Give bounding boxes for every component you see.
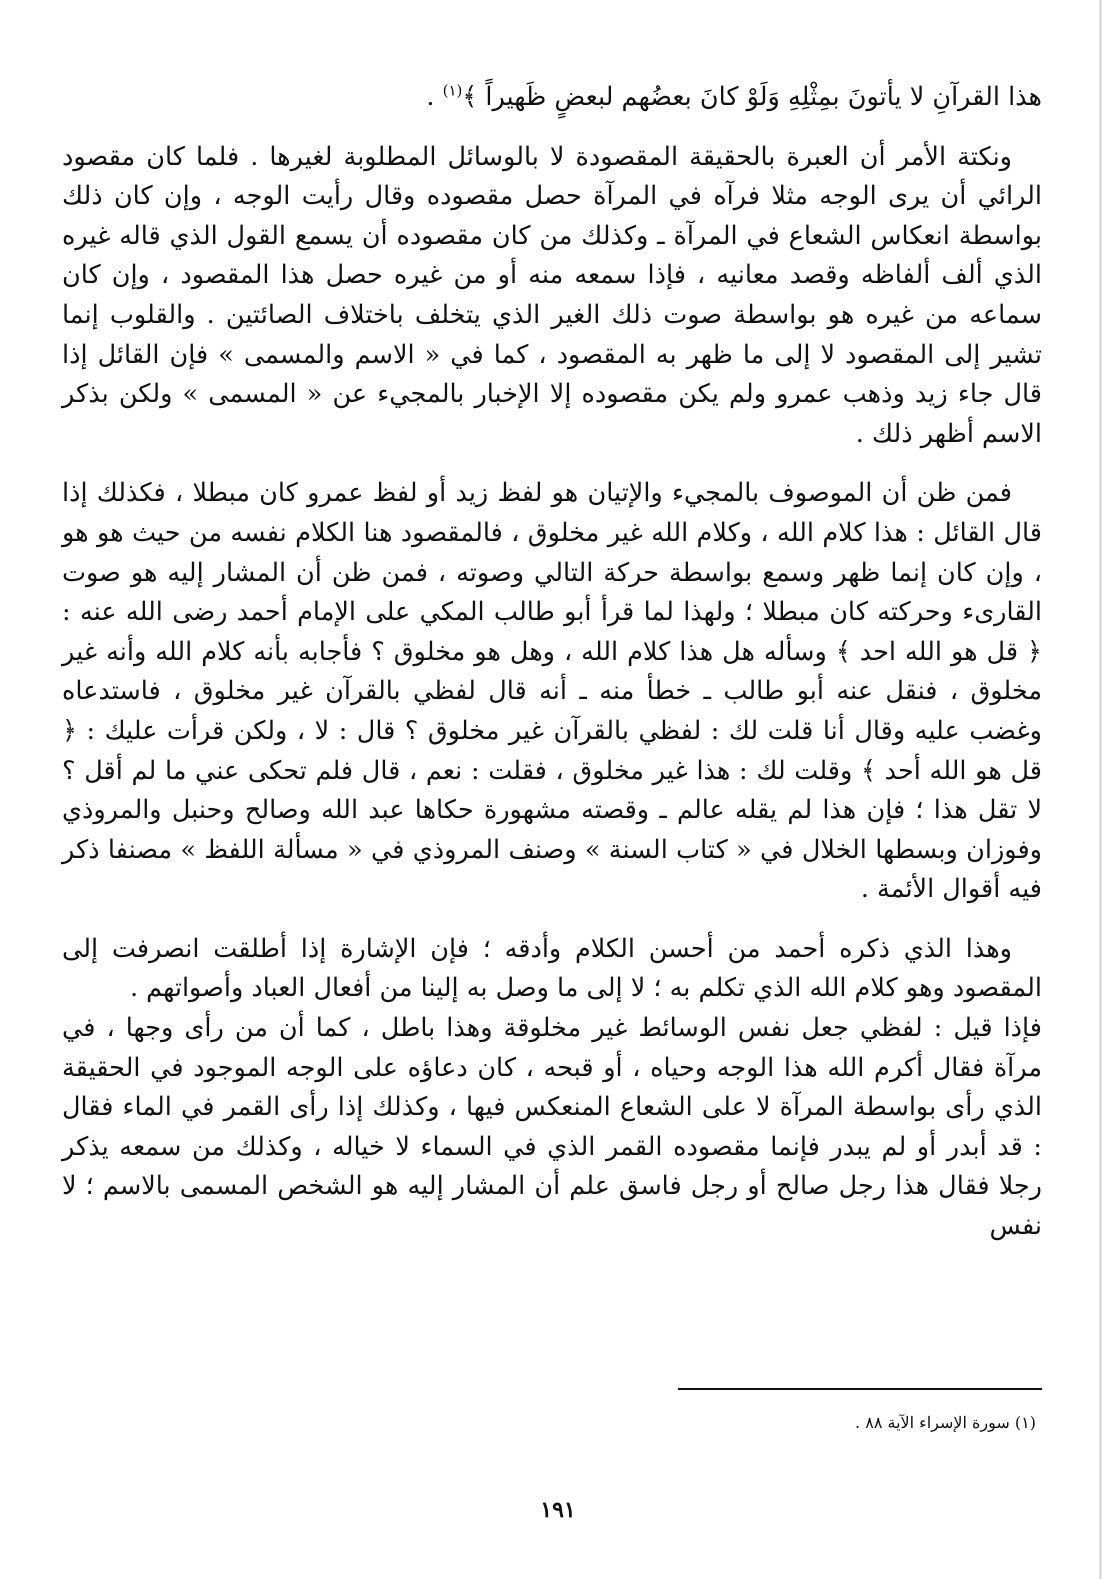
paragraph-3: فمن ظن أن الموصوف بالمجيء والإتيان هو لفظ زيد أو لفظ عمرو كان مبطلا ، فكذلك إذا قال القائل : هذا كلام الله ، وكلام الله غير مخلوق ، فالمقصود هنا الكلام نفسه من حيث هو هو ، وإن كان إنما ظهر وسمع بواسطة حركة التالي وصوته ، فمن ظن أن المشار إليه هو صوت القارىء وحركته كان مبطلا ؛ ولهذا لما قرأ أبو طالب المكي على الإمام أحمد رضى الله عنه : ﴿ قل هو الله احد ﴾ وسأله هل هذا كلام الله ، وهل هو مخلوق ؟ فأجابه بأنه كلام الله وأنه غير مخلوق ، فنقل عنه أبو طالب ـ خطأ منه ـ أنه قال لفظي بالقرآن غير مخلوق ، فاستدعاه وغضب عليه وقال أنا قلت لك : لفظي بالقرآن غير مخلوق ؟ قال : لا ، ولكن قرأت عليك : ﴿ قل هو الله أحد ﴾ وقلت لك : هذا غير مخلوق ، فقلت : نعم ، قال فلم تحكى عني ما لم أقل ؟ لا تقل هذا ؛ فإن هذا لم يقله عالم ـ وقصته مشهورة حكاها عبد الله وصالح وحنبل والمروذي وفوزان وبسطها الخلال في « كتاب السنة » وصنف المروذي في « مسألة اللفظ » مصنفا ذكر فيه أقوال الأئمة .: [62, 478, 1042, 905]
paragraph-2: ونكتة الأمر أن العبرة بالحقيقة المقصودة لا بالوسائل المطلوبة لغيرها . فلما كان مقصود الرائي أن يرى الوجه مثلا فرآه في المرآة حصل مقصوده وقال رأيت الوجه ، وإن كان ذلك بواسطة انعكاس الشعاع في المرآة ـ وكذلك من كان مقصوده أن يسمع القول الذي قاله غيره الذي ألف ألفاظه وقصد معانيه ، فإذا سمعه منه أو من غيره حصل هذا المقصود ، وإن كان سماعه من غيره هو بواسطة صوت ذلك الغير الذي يتخلف باختلاف الصائتين . والقلوب إنما تشير إلى المقصود لا إلى ما ظهر به المقصود ، كما في « الاسم والمسمى » فإن القائل إذا قال جاء زيد وذهب عمرو ولم يكن مقصوده إلا الإخبار بالمجيء عن « المسمى » ولكن بذكر الاسم أظهر ذلك .: [62, 141, 1042, 449]
paragraph-1-end: .: [426, 82, 443, 112]
scan-edge-shadow: [1099, 0, 1102, 1579]
paragraph-5: فإذا قيل : لفظي جعل نفس الوسائط غير مخلوقة وهذا باطل ، كما أن من رأى وجها ، في مرآة فقال أكرم الله هذا الوجه وحياه ، أو قبحه ، كان دعاؤه على الوجه الموجود في الحقيقة الذي رأى بواسطة المرآة لا على الشعاع المنعكس فيها ، وكذلك إذا رأى القمر في الماء فقال : قد أبدر أو لم يبدر فإنما مقصوده القمر الذي في السماء لا خياله ، وكذلك من سمعه يذكر رجلا فقال هذا رجل صالح أو رجل فاسق علم أن المشار إليه هو الشخص المسمى بالاسم ؛ لا نفس: [62, 1013, 1042, 1242]
body-text: [62, 78, 1042, 1247]
paragraph-1: [62, 78, 1042, 118]
page-number: ١٩١: [540, 1497, 576, 1523]
footnote-divider: [678, 1388, 1042, 1390]
footnote-reference: (١): [442, 81, 463, 100]
footnote: (١) سورة الإسراء الآية ٨٨ .: [855, 1413, 1036, 1432]
paragraph-4: وهذا الذي ذكره أحمد من أحسن الكلام وأدقه ؛ فإن الإشارة إذا أطلقت انصرفت إلى المقصود وهو كلام الله الذي تكلم به ؛ لا إلى ما وصل به إلينا من أفعال العباد وأصواتهم .: [62, 933, 1042, 1004]
paragraph-1-text: هذا القرآنِ لا يأتونَ بمِثْلِهِ وَلَوْ كانَ بعضُهم لبعضٍ ظَهيراً ﴾: [462, 82, 1042, 112]
